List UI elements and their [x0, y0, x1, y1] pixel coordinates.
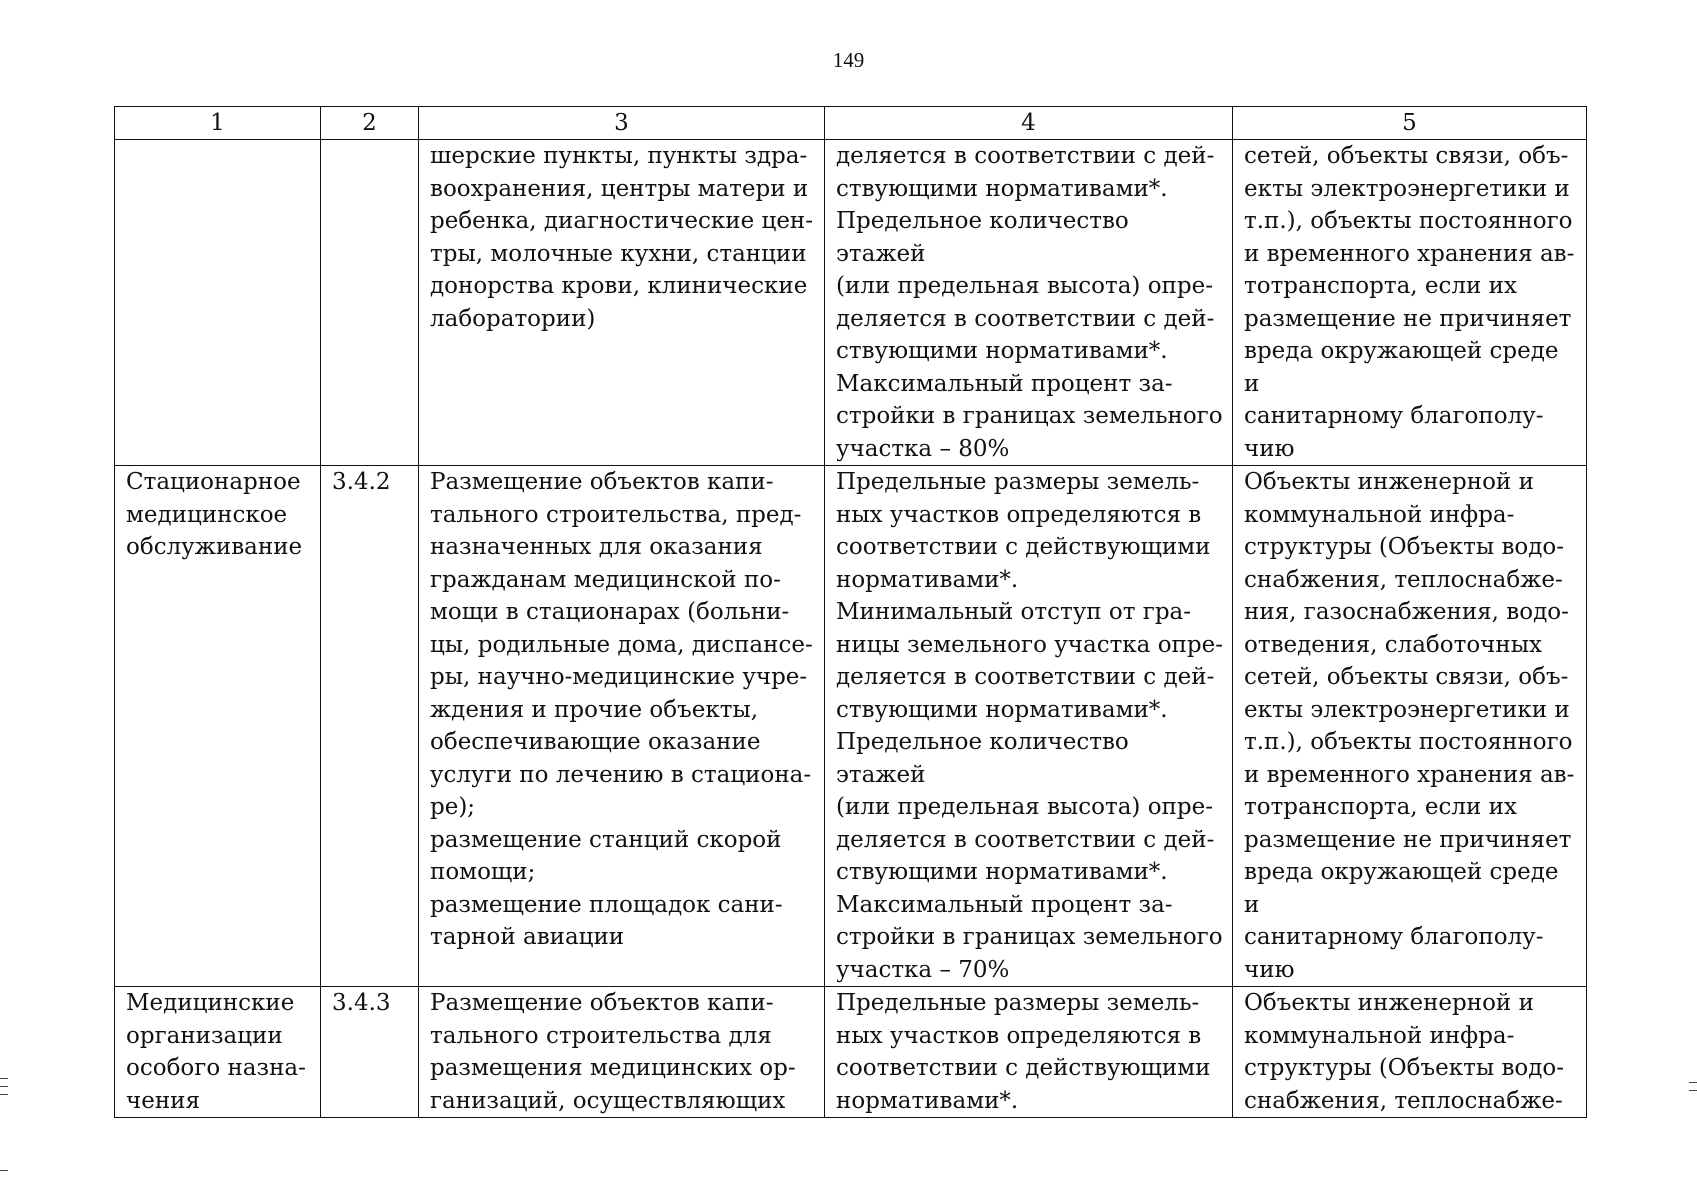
- scan-edge-mark: [0, 1094, 8, 1095]
- use-code-cell: 3.4.2: [321, 466, 419, 987]
- parameters-cell: Предельные размеры земель- ных участков определяются в соответствии с действующими нормативами*. Минимальный отступ от гра- ницы земельного участка опре- деляется в соответствии с дей- ствующими нормативами*. Предельное количество этажей (или предельная высота) опре- деляется в соответствии с дей- ствующими нормативами*. Максимальный процент за- стройки в границах земельного участка – 70%: [825, 466, 1233, 987]
- use-code-cell: 3.4.3: [321, 987, 419, 1118]
- table-header-row: [115, 107, 1587, 140]
- auxiliary-uses-cell: сетей, объекты связи, объ- екты электроэнергетики и т.п.), объекты постоянного и временного хранения ав- тотранспорта, если их размещение не причиняет вреда окружающей среде и санитарному благополу- чию: [1233, 140, 1587, 466]
- column-header: 3: [419, 107, 825, 140]
- table-row: [115, 140, 1587, 466]
- land-use-table: [114, 106, 1587, 1118]
- use-name-cell: Медицинские организации особого назна- чения: [115, 987, 321, 1118]
- scan-edge-mark: [0, 1170, 8, 1171]
- table-row: [115, 466, 1587, 987]
- auxiliary-uses-cell: Объекты инженерной и коммунальной инфра- структуры (Объекты водо- снабжения, теплоснабже- ния, газоснабжения, водо- отведения, слаботочных сетей, объекты связи, объ- екты электроэнергетики и т.п.), объекты постоянного и временного хранения ав- тотранспорта, если их размещение не причиняет вреда окружающей среде и санитарному благополу- чию: [1233, 466, 1587, 987]
- page-number: 149: [832, 48, 865, 72]
- column-header: 2: [321, 107, 419, 140]
- use-code-cell: [321, 140, 419, 466]
- scan-edge-mark: [0, 1078, 8, 1079]
- parameters-cell: деляется в соответствии с дей- ствующими нормативами*. Предельное количество этажей (или предельная высота) опре- деляется в соответствии с дей- ствующими нормативами*. Максимальный процент за- стройки в границах земельного участка – 80%: [825, 140, 1233, 466]
- scan-edge-mark: [1689, 1090, 1697, 1091]
- use-name-cell: Стационарное медицинское обслуживание: [115, 466, 321, 987]
- scan-edge-mark: [1689, 1082, 1697, 1083]
- use-description-cell: шерские пункты, пункты здра- воохранения, центры матери и ребенка, диагностические цен- тры, молочные кухни, станции донорства крови, клинические лаборатории): [419, 140, 825, 466]
- use-description-cell: Размещение объектов капи- тального строительства для размещения медицинских ор- ганизаций, осуществляющих: [419, 987, 825, 1118]
- auxiliary-uses-cell: Объекты инженерной и коммунальной инфра- структуры (Объекты водо- снабжения, теплоснабже-: [1233, 987, 1587, 1118]
- scan-edge-mark: [0, 1086, 8, 1087]
- column-header: 4: [825, 107, 1233, 140]
- column-header: 1: [115, 107, 321, 140]
- parameters-cell: Предельные размеры земель- ных участков определяются в соответствии с действующими нормативами*.: [825, 987, 1233, 1118]
- use-name-cell: [115, 140, 321, 466]
- column-header: 5: [1233, 107, 1587, 140]
- use-description-cell: Размещение объектов капи- тального строительства, пред- назначенных для оказания гражданам медицинской по- мощи в стационарах (больни- цы, родильные дома, диспансе- ры, научно-медицинские учре- ждения и прочие объекты, обеспечивающие оказание услуги по лечению в стациона- ре); размещение станций скорой помощи; размещение площадок сани- тарной авиации: [419, 466, 825, 987]
- table-row: [115, 987, 1587, 1118]
